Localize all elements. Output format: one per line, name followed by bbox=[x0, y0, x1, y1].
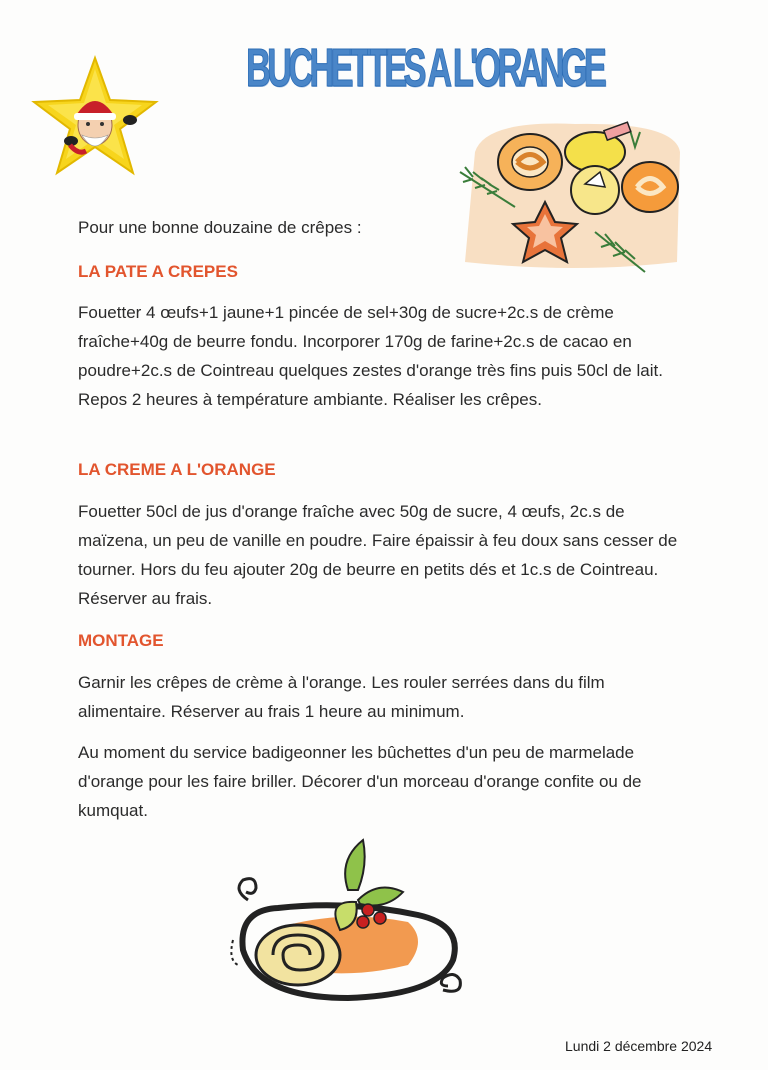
christmas-cookies-icon bbox=[455, 112, 690, 277]
section-heading-pate: LA PATE A CREPES bbox=[78, 262, 238, 281]
recipe-title: BUCHETTES A L'ORANGE bbox=[246, 38, 604, 98]
section-text-service: Au moment du service badigeonner les bûchettes d'un peu de marmelade d'orange pour les faire briller. Décorer d'un morceau d'orange confite ou de kumquat. bbox=[78, 743, 642, 820]
section-heading-montage: MONTAGE bbox=[78, 631, 164, 650]
date-label: Lundi 2 décembre 2024 bbox=[565, 1038, 713, 1054]
section-heading-creme: LA CREME A L'ORANGE bbox=[78, 460, 276, 479]
section-text-pate: Fouetter 4 œufs+1 jaune+1 pincée de sel+30g de sucre+2c.s de crème fraîche+40g de beurre fondu. Incorporer 170g de farine+2c.s de cacao en poudre+2c.s de Cointreau quelques zestes d'orange très fins puis 50cl de lait. Repos 2 heures à température ambiante. Réaliser les crêpes. bbox=[78, 303, 663, 409]
intro-text: Pour une bonne douzaine de crêpes : bbox=[78, 218, 362, 237]
section-text-montage: Garnir les crêpes de crème à l'orange. Les rouler serrées dans du film alimentaire. Réserver au frais 1 heure au minimum. bbox=[78, 673, 605, 721]
santa-star-icon bbox=[30, 55, 160, 180]
section-text-creme: Fouetter 50cl de jus d'orange fraîche avec 50g de sucre, 4 œufs, 2c.s de maïzena, un peu de vanille en poudre. Faire épaissir à feu doux sans cesser de tourner. Hors du feu ajouter 20g de beurre en petits dés et 1c.s de Cointreau. Réserver au frais. bbox=[78, 502, 678, 608]
yule-log-icon bbox=[228, 830, 468, 1010]
